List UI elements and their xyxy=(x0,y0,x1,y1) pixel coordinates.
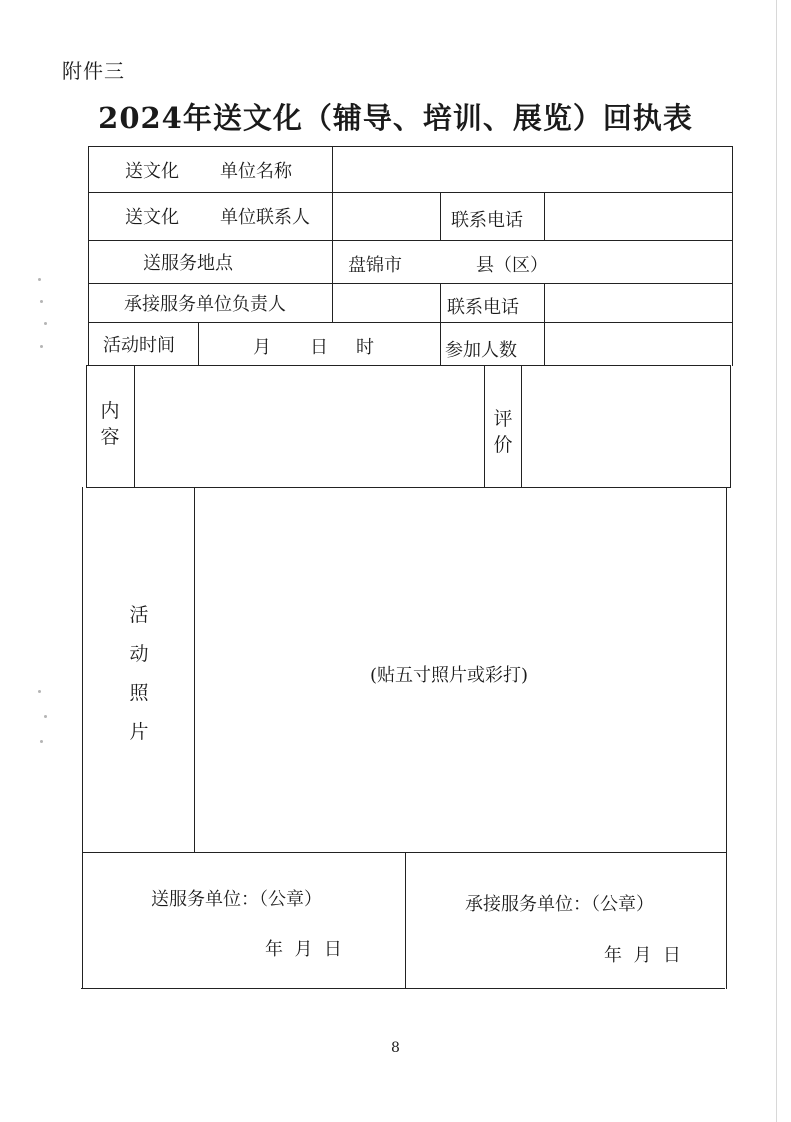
rule-v-row2-b xyxy=(544,192,545,240)
row5-time-label: 活动时间 xyxy=(103,335,175,356)
rule-v-row5-time xyxy=(198,322,199,365)
rule-v-outer-right-mid xyxy=(730,365,731,488)
rule-h-3 xyxy=(89,240,733,241)
rule-v-row45-b xyxy=(544,283,545,365)
rule-h-2 xyxy=(89,192,733,193)
rule-v-content-label xyxy=(134,365,135,487)
row1-label-left: 送文化 xyxy=(125,161,179,182)
rule-h-1 xyxy=(89,146,733,147)
sending-unit-seal: 送服务单位：（公章） xyxy=(151,889,322,910)
rule-v-photo-label xyxy=(194,487,195,852)
row3-location-label: 送服务地点 xyxy=(143,253,233,274)
annex-label: 附件三 xyxy=(62,59,125,83)
document-title: 2024年送文化（辅导、培训、展览）回执表 xyxy=(98,101,693,135)
rule-v-sign-divider xyxy=(405,852,406,988)
rule-v-outer-right-bottom xyxy=(726,487,727,989)
rule-v-outer-left-bottom xyxy=(82,487,83,989)
row5-month: 月 xyxy=(253,337,271,358)
rule-v-label-divider xyxy=(332,146,333,322)
photo-note: (贴五寸照片或彩打) xyxy=(370,665,529,686)
rule-v-eval-right xyxy=(521,365,522,487)
rule-h-5 xyxy=(88,322,732,323)
sending-unit-date: 年 月 日 xyxy=(265,939,342,960)
row5-participants-label: 参加人数 xyxy=(445,340,517,361)
page-number: 8 xyxy=(391,1040,400,1056)
row2-label-right: 单位联系人 xyxy=(220,207,310,228)
row5-day: 日 xyxy=(310,337,328,358)
rule-v-outer-right-top xyxy=(732,146,733,366)
rule-h-9 xyxy=(81,988,725,989)
rule-h-6 xyxy=(87,365,731,366)
rule-h-7 xyxy=(86,487,730,488)
content-label: 内容 xyxy=(100,400,120,448)
rule-v-row45-a xyxy=(440,283,441,365)
row4-host-leader-label: 承接服务单位负责人 xyxy=(124,294,286,315)
row2-label-left: 送文化 xyxy=(125,207,179,228)
row4-phone-label: 联系电话 xyxy=(447,297,519,318)
row2-phone-label: 联系电话 xyxy=(451,210,523,231)
host-unit-date: 年 月 日 xyxy=(604,945,681,966)
photo-label: 活动照片 xyxy=(129,604,149,743)
rule-v-outer-left-mid xyxy=(86,365,87,488)
rule-h-4 xyxy=(88,283,733,284)
evaluation-label: 评价 xyxy=(493,408,513,456)
row5-hour: 时 xyxy=(356,337,374,358)
host-unit-seal: 承接服务单位：（公章） xyxy=(465,894,654,915)
row3-city: 盘锦市 xyxy=(348,255,402,276)
rule-v-eval-left xyxy=(484,365,485,487)
rule-v-row2-a xyxy=(440,192,441,240)
rule-v-outer-left-top xyxy=(88,146,89,366)
row3-county: 县（区） xyxy=(476,255,548,276)
row1-label-right: 单位名称 xyxy=(220,161,292,182)
